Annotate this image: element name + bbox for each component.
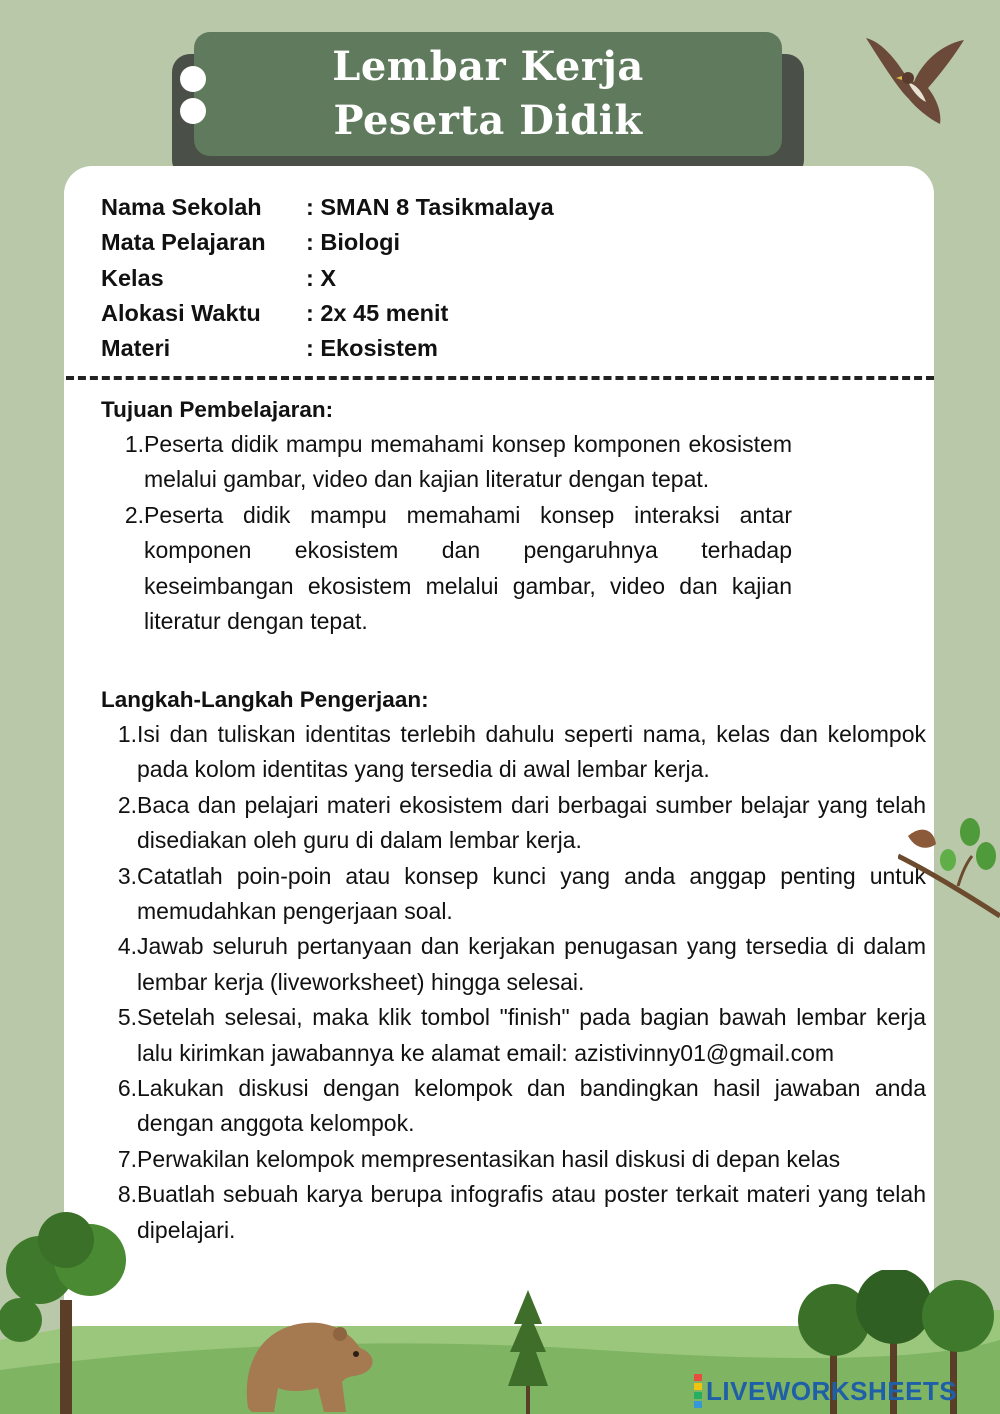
- list-item-number: 8.: [117, 1181, 137, 1208]
- list-item: [110, 1071, 926, 1142]
- list-item-text: Setelah selesai, maka klik tombol "finish" pada bagian bawah lembar kerja lalu kirimkan jawabannya ke alamat email: azistivinny01@gmail.com: [137, 1004, 926, 1066]
- identity-row: [101, 331, 554, 366]
- identity-value: : Biologi: [306, 229, 400, 256]
- falcon-icon: [862, 32, 968, 128]
- identity-label: Alokasi Waktu: [101, 299, 261, 326]
- list-item-number: 7.: [117, 1145, 137, 1172]
- tree-left-icon: [0, 1210, 150, 1414]
- logo-text: LIVEWORKSHEETS: [706, 1375, 958, 1406]
- langkah-heading: Langkah-Langkah Pengerjaan:: [101, 687, 429, 712]
- list-item-text: Peserta didik mampu memahami konsep interaksi antar komponen ekosistem dan pengaruhnya terhadap keseimbangan ekosistem melalui gambar, video dan kajian literatur dengan tepat.: [144, 501, 792, 635]
- list-item: [110, 1000, 926, 1071]
- identity-row: [101, 190, 554, 225]
- title-line-1: Lembar Kerja: [332, 43, 644, 90]
- identity-block: [101, 190, 554, 366]
- list-item-number: 2.: [124, 501, 144, 528]
- tujuan-heading: Tujuan Pembelajaran:: [101, 397, 334, 422]
- identity-row: [101, 225, 554, 260]
- list-item-text: Peserta didik mampu memahami konsep komponen ekosistem melalui gambar, video dan kajian literatur dengan tepat.: [144, 431, 792, 493]
- list-item-text: Buatlah sebuah karya berupa infografis atau poster terkait materi yang telah dipelajari.: [137, 1181, 926, 1243]
- list-item: [116, 498, 792, 640]
- banner-dot-icon: [180, 98, 206, 124]
- list-item-number: 6.: [117, 1075, 137, 1102]
- pine-tree-icon: [508, 1290, 548, 1414]
- tujuan-list: [116, 427, 792, 639]
- list-item: [110, 1177, 926, 1248]
- identity-row: [101, 296, 554, 331]
- list-item: [110, 1142, 926, 1177]
- banner-dot-icon: [180, 66, 206, 92]
- list-item: [110, 717, 926, 788]
- list-item: [116, 427, 792, 498]
- list-item-text: Catatlah poin-poin atau konsep kunci yang anda anggap penting untuk memudahkan pengerjaan soal.: [137, 862, 926, 925]
- list-item-number: 4.: [117, 933, 137, 960]
- identity-label: Nama Sekolah: [101, 194, 262, 220]
- list-item-text: Baca dan pelajari materi ekosistem dari berbagai sumber belajar yang telah disediakan oleh guru di dalam lembar kerja.: [137, 791, 926, 854]
- identity-value: : Ekosistem: [306, 335, 438, 362]
- dashed-divider: [66, 376, 934, 380]
- list-item: [110, 788, 926, 859]
- list-item-text: Jawab seluruh pertanyaan dan kerjakan penugasan yang tersedia di dalam lembar kerja (liveworksheet) hingga selesai.: [137, 933, 926, 995]
- list-item-text: Isi dan tuliskan identitas terlebih dahulu seperti nama, kelas dan kelompok pada kolom identitas yang tersedia di awal lembar kerja.: [137, 721, 926, 783]
- title-line-2: Peserta Didik: [333, 97, 643, 144]
- list-item-text: Perwakilan kelompok mempresentasikan hasil diskusi di depan kelas: [137, 1145, 841, 1172]
- identity-row: [101, 261, 554, 296]
- identity-value: : SMAN 8 Tasikmalaya: [306, 194, 554, 220]
- title-banner: [194, 32, 782, 156]
- bear-icon: [238, 1308, 378, 1414]
- logo-blocks-icon: [694, 1373, 702, 1409]
- liveworksheets-logo: [694, 1373, 957, 1409]
- branch-with-bird-icon: [898, 816, 1000, 920]
- identity-value: : 2x 45 menit: [306, 299, 449, 326]
- langkah-list: [110, 717, 926, 1248]
- list-item: [110, 929, 926, 1000]
- identity-label: Materi: [101, 335, 171, 362]
- identity-label: Mata Pelajaran: [101, 229, 266, 256]
- identity-value: : X: [306, 264, 337, 291]
- list-item-text: Lakukan diskusi dengan kelompok dan bandingkan hasil jawaban anda dengan anggota kelompok.: [137, 1075, 926, 1137]
- list-item-number: 2.: [117, 791, 137, 818]
- list-item-number: 3.: [117, 862, 137, 889]
- list-item-number: 5.: [117, 1004, 137, 1031]
- list-item-number: 1.: [117, 721, 137, 747]
- list-item-number: 1.: [124, 431, 144, 457]
- identity-label: Kelas: [101, 264, 164, 291]
- list-item: [110, 859, 926, 930]
